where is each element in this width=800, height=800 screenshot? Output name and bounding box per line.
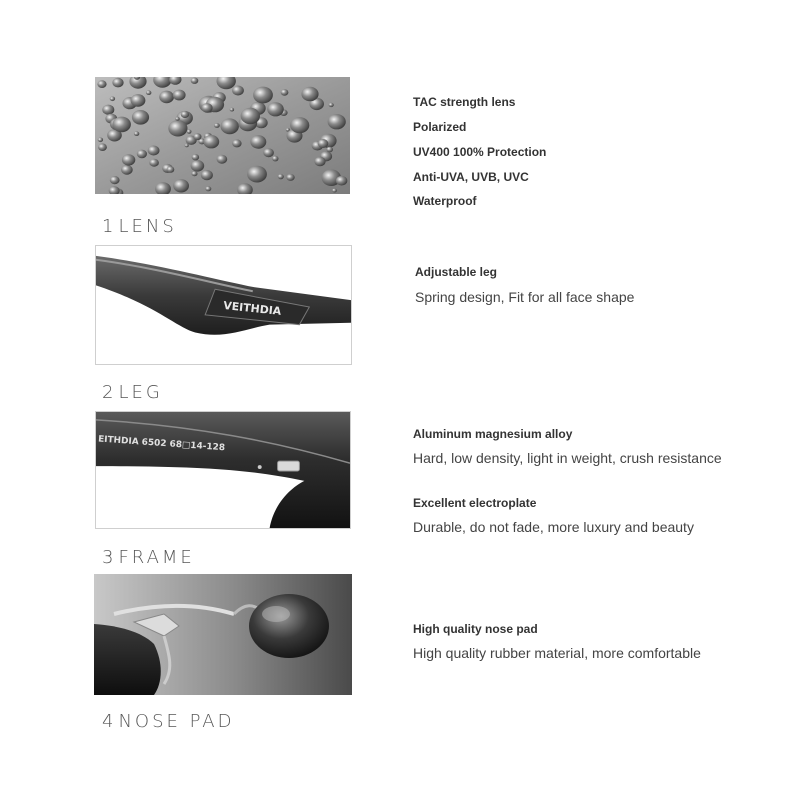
water-drop xyxy=(250,135,266,149)
water-drop xyxy=(332,189,337,193)
water-drop xyxy=(247,166,267,183)
water-drop xyxy=(314,157,325,166)
frame-heading-2: Excellent electroplate xyxy=(413,496,537,510)
section-name: LEG xyxy=(118,382,163,403)
leg-heading: Adjustable leg xyxy=(415,265,498,279)
water-drop xyxy=(191,160,205,172)
water-drop xyxy=(102,105,114,115)
water-drop xyxy=(97,80,106,88)
water-drop xyxy=(134,131,139,136)
water-drop xyxy=(286,174,294,181)
water-drop xyxy=(173,179,189,192)
section-name: FRAME xyxy=(118,547,195,568)
lens-feature-3: UV400 100% Protection xyxy=(413,145,547,159)
section-number: 4 xyxy=(102,711,117,732)
water-drop xyxy=(290,117,309,133)
water-drop xyxy=(217,155,228,164)
water-drop xyxy=(191,78,199,84)
water-drop xyxy=(318,139,329,148)
lens-feature-4: Anti-UVA, UVB, UVC xyxy=(413,170,529,184)
nose-pad-image xyxy=(94,574,352,695)
water-drop xyxy=(221,118,239,134)
lens-feature-2: Polarized xyxy=(413,120,467,134)
lens-feature-5: Waterproof xyxy=(413,194,477,208)
water-drop xyxy=(253,87,273,104)
water-drop xyxy=(146,90,151,95)
water-drop xyxy=(272,156,278,162)
frame-image xyxy=(95,411,351,529)
water-drop xyxy=(241,108,260,124)
water-drop xyxy=(121,165,133,175)
water-drop xyxy=(328,114,346,129)
water-drop xyxy=(181,111,189,118)
leg-description: Spring design, Fit for all face shape xyxy=(415,289,635,305)
section-number: 1 xyxy=(102,216,117,237)
water-drop xyxy=(167,166,175,173)
section-number: 2 xyxy=(102,382,117,403)
water-drop xyxy=(192,171,198,176)
leg-brand-engraving: VEITHDIA xyxy=(222,299,282,318)
water-drop xyxy=(148,146,160,156)
water-drop xyxy=(98,138,103,143)
section-lens-caption xyxy=(102,216,177,237)
water-drop xyxy=(263,148,274,157)
water-drop xyxy=(110,97,115,102)
water-drop xyxy=(173,90,186,101)
water-drop xyxy=(336,176,347,186)
section-name: NOSE PAD xyxy=(118,711,235,732)
lens-feature-1: TAC strength lens xyxy=(413,95,516,109)
water-drop xyxy=(132,110,149,125)
water-drop xyxy=(201,103,212,113)
water-drop xyxy=(98,143,107,151)
frame-heading-1: Aluminum magnesium alloy xyxy=(413,427,573,441)
water-drop xyxy=(201,170,213,180)
water-drop xyxy=(112,78,123,88)
section-name: LENS xyxy=(118,216,177,237)
water-drop xyxy=(137,150,147,159)
nose-pad-description: High quality rubber material, more comfortable xyxy=(413,645,701,661)
water-drop xyxy=(203,135,219,148)
water-drop xyxy=(230,108,234,112)
section-nose-pad-caption xyxy=(102,711,234,732)
water-drop xyxy=(329,103,334,107)
leg-image xyxy=(95,245,352,365)
water-drop xyxy=(175,117,179,121)
section-leg-caption xyxy=(102,382,163,403)
water-drop xyxy=(149,159,159,167)
water-drop xyxy=(168,120,187,136)
water-drop xyxy=(232,139,241,147)
water-drop xyxy=(214,123,220,128)
frame-model-engraving: EITHDIA 6502 68□14-128 xyxy=(97,434,226,454)
water-drop xyxy=(326,147,333,153)
section-frame-caption xyxy=(102,547,195,568)
water-drop xyxy=(113,117,131,133)
water-drop xyxy=(301,87,318,102)
lens-water-drops-image xyxy=(95,77,350,194)
water-drop xyxy=(205,186,211,191)
water-drop xyxy=(192,154,199,160)
section-number: 3 xyxy=(102,547,117,568)
water-drop xyxy=(185,144,189,147)
water-drop xyxy=(187,130,192,134)
water-drop xyxy=(194,133,202,140)
frame-description-2: Durable, do not fade, more luxury and beauty xyxy=(413,519,694,535)
water-drop xyxy=(131,94,146,107)
nose-pad-heading: High quality nose pad xyxy=(413,622,538,636)
water-drop xyxy=(267,102,284,116)
frame-description-1: Hard, low density, light in weight, crush resistance xyxy=(413,450,722,466)
water-drop xyxy=(278,174,284,179)
water-drop xyxy=(281,89,289,96)
water-drop xyxy=(122,154,135,165)
water-drop xyxy=(110,176,120,184)
water-drop xyxy=(232,86,244,96)
water-drop xyxy=(159,91,174,104)
